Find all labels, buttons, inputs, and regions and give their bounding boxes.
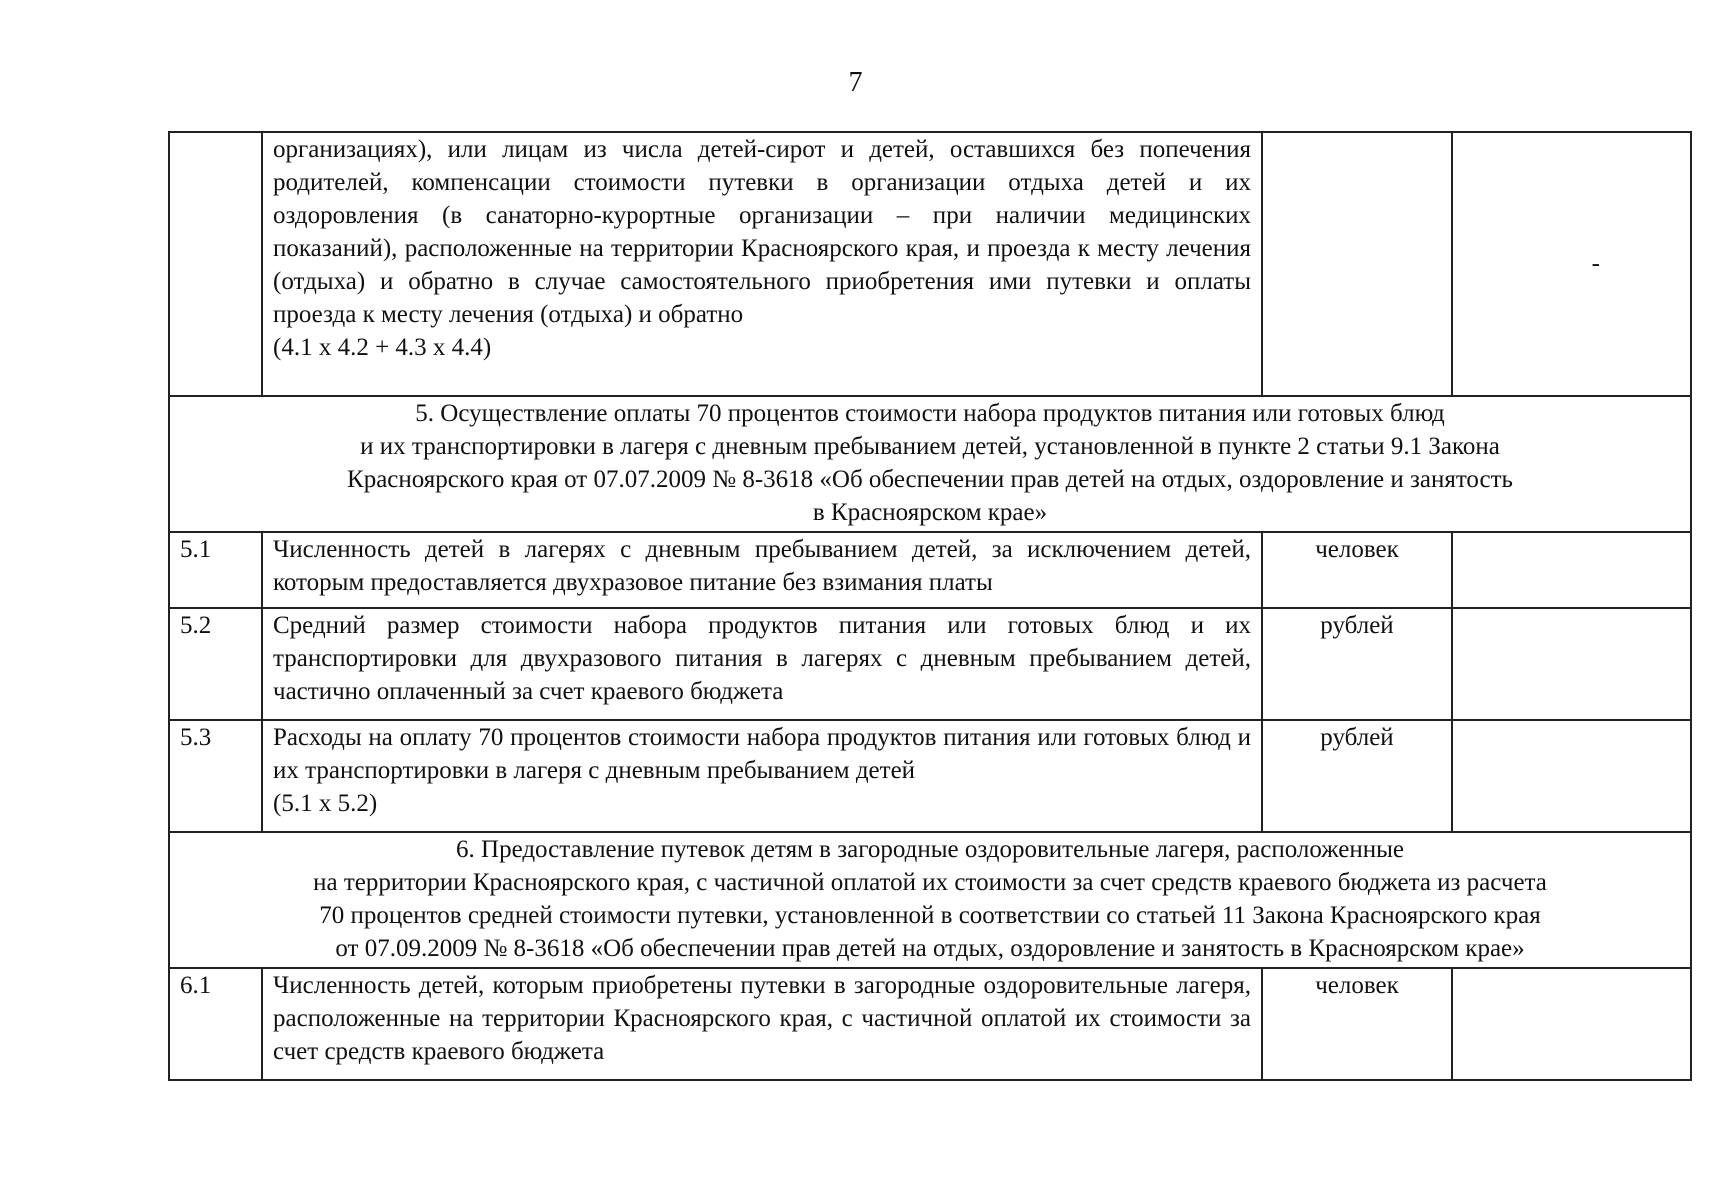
row-text-cell: Численность детей в лагерях с дневным пребыванием детей, за исключением детей, которым предоставляется двухразовое питание без взимания платы — [262, 532, 1262, 608]
row-number-cell — [169, 132, 262, 396]
indicators-table — [168, 131, 1692, 1081]
table-row — [169, 720, 1691, 832]
row-unit-cell: человек — [1262, 532, 1452, 608]
table-row — [169, 532, 1691, 608]
section-6-line: 70 процентов средней стоимости путевки, установленной в соответствии со статьей 11 Закона Красноярского края — [319, 902, 1541, 929]
row-text: организациях), или лицам из числа детей-сирот и детей, оставшихся без попечения родителей, компенсации стоимости путевки в организации отдыха детей и их оздоровления (в санаторно-курортные организации – при наличии медицинских показаний), расположенные на территории Красноярского края, и проезда к месту лечения (отдыха) и обратно в случае самостоятельного приобретения ими путевки и оплаты проезда к месту лечения (отдыха) и обратно — [273, 136, 1251, 328]
row-value-cell — [1452, 132, 1691, 396]
row-value-cell — [1452, 608, 1691, 720]
row-text-cell — [262, 132, 1262, 396]
page-number: 7 — [848, 67, 863, 98]
section-6-line: от 07.09.2009 № 8-3618 «Об обеспечении прав детей на отдых, оздоровление и занятость в Красноярском крае» — [335, 935, 1525, 962]
row-unit-cell: человек — [1262, 968, 1452, 1080]
section-5-line: 5. Осуществление оплаты 70 процентов стоимости набора продуктов питания или готовых блюд — [415, 400, 1445, 427]
section-6-heading — [169, 832, 1691, 968]
row-number-cell: 5.1 — [169, 532, 262, 608]
section-5-heading — [169, 396, 1691, 532]
section-5-line: в Красноярском крае» — [812, 499, 1048, 526]
section-5-line: и их транспортировки в лагеря с дневным пребыванием детей, установленной в пункте 2 статьи 9.1 Закона — [360, 433, 1500, 460]
table-row — [169, 608, 1691, 720]
row-unit-cell: рублей — [1262, 608, 1452, 720]
row-unit-cell: рублей — [1262, 720, 1452, 832]
table-row — [169, 132, 1691, 396]
row-number-cell: 6.1 — [169, 968, 262, 1080]
row-number-cell: 5.2 — [169, 608, 262, 720]
row-value-cell — [1452, 532, 1691, 608]
row-text-cell: Численность детей, которым приобретены путевки в загородные оздоровительные лагеря, расположенные на территории Красноярского края, с частичной оплатой их стоимости за счет средств краевого бюджета — [262, 968, 1262, 1080]
section-6-line: 6. Предоставление путевок детям в загородные оздоровительные лагеря, расположенные — [456, 836, 1404, 863]
row-text-cell — [262, 720, 1262, 832]
row-text: Расходы на оплату 70 процентов стоимости набора продуктов питания или готовых блюд и их транспортировки в лагеря с дневным пребыванием детей — [273, 724, 1251, 784]
row-formula: (5.1 х 5.2) — [273, 790, 378, 817]
row-text-cell: Средний размер стоимости набора продуктов питания или готовых блюд и их транспортировки для двухразового питания в лагерях с дневным пребыванием детей, частично оплаченный за счет краевого бюджета — [262, 608, 1262, 720]
section-heading-row — [169, 396, 1691, 532]
section-6-line: на территории Красноярского края, с частичной оплатой их стоимости за счет средств краевого бюджета из расчета — [313, 869, 1547, 896]
row-unit-cell — [1262, 132, 1452, 396]
section-5-line: Красноярского края от 07.07.2009 № 8-3618 «Об обеспечении прав детей на отдых, оздоровление и занятость — [347, 466, 1513, 493]
row-number-cell: 5.3 — [169, 720, 262, 832]
section-heading-row — [169, 832, 1691, 968]
row-formula: (4.1 х 4.2 + 4.3 х 4.4) — [273, 334, 492, 361]
row-value-cell — [1452, 720, 1691, 832]
table-row — [169, 968, 1691, 1080]
row-value-mark: - — [1591, 249, 1600, 277]
row-value-cell — [1452, 968, 1691, 1080]
